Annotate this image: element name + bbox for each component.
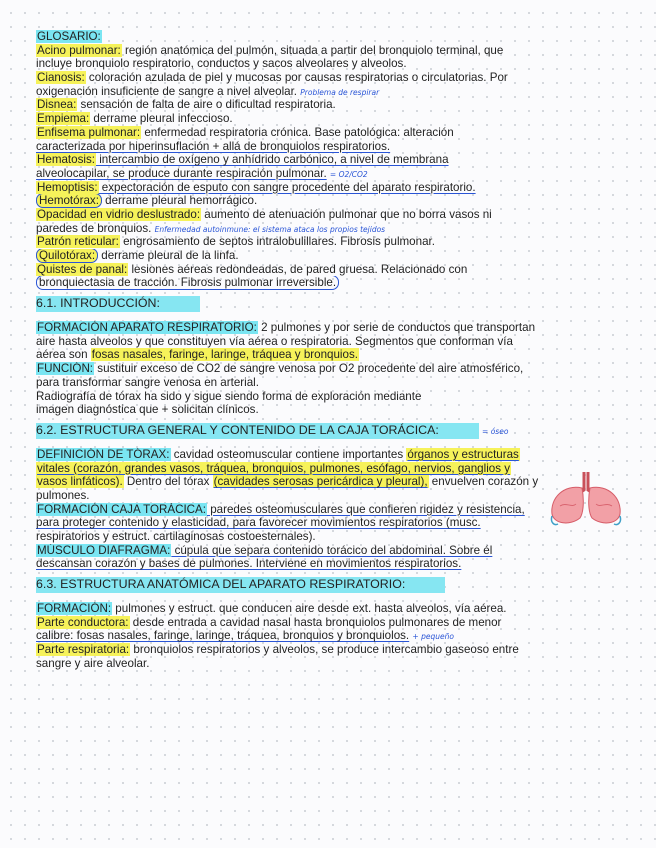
term: FORMACIÓN APARATO RESPIRATORIO: bbox=[37, 321, 257, 335]
term: Hematosis: bbox=[37, 153, 95, 167]
paragraph-line: vasos linfáticos). Dentro del tórax (cavidades serosas pericárdica y pleural), envuelven corazón y bbox=[37, 475, 539, 489]
glossary-entry-hematosis: Hematosis: intercambio de oxígeno y anhídrido carbónico, a nivel de membrana bbox=[37, 153, 449, 167]
paragraph-line: para transformar sangre venosa en arterial. bbox=[36, 375, 259, 389]
paragraph-line: FUNCIÓN: sustituir exceso de CO2 de sangre venosa por O2 procedente del aire atmosférico, bbox=[37, 362, 524, 376]
term: Hemoptisis: bbox=[37, 180, 98, 194]
glossary-text: paredes de bronquios. Enfermedad autoinmune: el sistema ataca los propios tejidos bbox=[36, 221, 386, 235]
glossary-entry-hemotorax: Hemotórax: derrame pleural hemorrágico. bbox=[36, 194, 648, 208]
section-heading: 6.2. ESTRUCTURA GENERAL Y CONTENIDO DE LA CAJA TORÁCICA: = óseo bbox=[36, 422, 509, 437]
section-heading: 6.3. ESTRUCTURA ANATÓMICA DEL APARATO RESPIRATORIO: bbox=[36, 578, 648, 594]
paragraph-line: imagen diagnóstica que + solicitan clínicos. bbox=[36, 403, 259, 417]
section-heading: 6.1. INTRODUCCIÓN: bbox=[36, 297, 648, 313]
paragraph-line: descansan corazón y bases de pulmones. Interviene en movimientos respiratorios. bbox=[36, 557, 462, 571]
term: FORMACIÓN: bbox=[37, 602, 112, 616]
glossary-text: caracterizada por hiperinsuflación + allá de bronquiolos respiratorios. bbox=[36, 139, 391, 153]
term: MÚSCULO DIAFRAGMA: bbox=[37, 543, 171, 557]
handwritten-note: + pequeño bbox=[412, 632, 454, 642]
lungs-drawing-icon bbox=[546, 468, 626, 528]
term: Disnea: bbox=[37, 98, 77, 112]
glossary-text: incluye bronquiolo respiratorio, conductos y sacos alveolares y alveolos. bbox=[36, 57, 407, 71]
glossary-entry-quilotorax: Quilotórax: derrame pleural de la linfa. bbox=[36, 249, 648, 263]
glossary-title: GLOSARIO: bbox=[37, 30, 101, 43]
paragraph-line: para proteger contenido y elasticidad, para favorecer movimientos respiratorios (musc. bbox=[36, 516, 481, 530]
paragraph-line: MÚSCULO DIAFRAGMA: cúpula que separa contenido torácico del abdominal. Sobre él bbox=[37, 543, 493, 557]
term: DEFINICIÓN DE TÓRAX: bbox=[37, 447, 170, 461]
paragraph-line: calibre: fosas nasales, faringe, laringe, tráquea, bronquios y bronquiolos. + pequeño bbox=[36, 629, 454, 643]
glossary-entry-hemoptisis: Hemoptisis: expectoración de esputo con sangre procedente del aparato respiratorio. bbox=[37, 180, 476, 194]
term: Hemotórax: bbox=[36, 194, 102, 208]
term: Cianosis: bbox=[37, 71, 85, 85]
glossary-entry-patron: Patrón reticular: engrosamiento de septos intralobulillares. Fibrosis pulmonar. bbox=[37, 235, 435, 249]
paragraph-line: respiratorios y estruct. cartilaginosas costoesternales). bbox=[36, 530, 316, 543]
handwritten-note: = óseo bbox=[482, 426, 509, 436]
paragraph-line: FORMACIÓN CAJA TORÁCICA: paredes osteomusculares que confieren rigidez y resistencia, bbox=[37, 502, 525, 516]
glossary-entry-acino: Acino pulmonar: región anatómica del pulmón, situada a partir del bronquiolo terminal, que bbox=[37, 43, 504, 57]
glossary-entry-quistes: Quistes de panal: lesiones aéreas redondeadas, de pared gruesa. Relacionado con bbox=[37, 262, 468, 276]
handwritten-note: Problema de respirar bbox=[300, 87, 380, 97]
paragraph-line: DEFINICIÓN DE TÓRAX: cavidad osteomuscular contiene importantes órganos y estructuras bbox=[37, 447, 519, 461]
glossary-entry-empiema: Empiema: derrame pleural infeccioso. bbox=[37, 112, 233, 126]
handwritten-note: = O2/CO2 bbox=[329, 169, 368, 179]
glossary-text: bronquiectasia de tracción. Fibrosis pulmonar irreversible. bbox=[36, 276, 648, 290]
term: Opacidad en vidrio deslustrado: bbox=[37, 207, 201, 221]
paragraph-line: FORMACIÓN: pulmones y estruct. que conducen aire desde ext. hasta alveolos, vía aérea. bbox=[37, 602, 507, 616]
glossary-text: oxigenación insuficiente de sangre a nivel alveolar. Problema de respirar bbox=[36, 84, 380, 98]
paragraph-line: FORMACIÓN APARATO RESPIRATORIO: 2 pulmones y por serie de conductos que transportan bbox=[37, 321, 536, 335]
paragraph-line: aire hasta alveolos y que constituyen vía aérea o respiratoria. Segmentos que conforman vía bbox=[36, 334, 513, 348]
glossary-text: alveolocapilar, se produce durante respiración pulmonar. = O2/CO2 bbox=[36, 166, 368, 180]
paragraph-line: Radiografía de tórax ha sido y sigue siendo forma de exploración mediante bbox=[36, 389, 422, 403]
paragraph-line: vitales (corazón, grandes vasos, tráquea, bronquios, pulmones, esófago, nervios, ganglios y bbox=[37, 461, 511, 475]
paragraph-line: Parte respiratoria: bronquiolos respiratorios y alveolos, se produce intercambio gaseoso entre bbox=[37, 643, 519, 657]
term: Parte respiratoria: bbox=[37, 643, 130, 657]
notes-page bbox=[36, 30, 648, 671]
term: Quilotórax: bbox=[36, 249, 98, 263]
paragraph-line: pulmones. bbox=[36, 488, 90, 502]
handwritten-note: Enfermedad autoinmune: el sistema ataca los propios tejidos bbox=[154, 224, 386, 234]
paragraph-line: Parte conductora: desde entrada a cavidad nasal hasta bronquiolos pulmonares de menor bbox=[37, 615, 502, 629]
glossary-entry-opacidad: Opacidad en vidrio deslustrado: aumento de atenuación pulmonar que no borra vasos ni bbox=[37, 207, 492, 221]
term: Quistes de panal: bbox=[37, 262, 128, 276]
term: Empiema: bbox=[37, 112, 90, 126]
term: Enfisema pulmonar: bbox=[37, 125, 141, 139]
term: Parte conductora: bbox=[37, 615, 129, 629]
term: FORMACIÓN CAJA TORÁCICA: bbox=[37, 502, 206, 516]
term: Patrón reticular: bbox=[37, 235, 119, 249]
glossary-entry-disnea: Disnea: sensación de falta de aire o dificultad respiratoria. bbox=[37, 98, 336, 112]
term: Acino pulmonar: bbox=[37, 43, 121, 57]
paragraph-line: aérea son fosas nasales, faringe, laringe, tráquea y bronquios. bbox=[36, 348, 358, 362]
glossary-entry-enfisema: Enfisema pulmonar: enfermedad respiratoria crónica. Base patológica: alteración bbox=[37, 125, 454, 139]
glossary-entry-cianosis: Cianosis: coloración azulada de piel y mucosas por causas respiratorias o circulatorias. Por bbox=[37, 71, 508, 85]
paragraph-line: sangre y aire alveolar. bbox=[36, 656, 150, 670]
term: FUNCIÓN: bbox=[37, 362, 94, 376]
